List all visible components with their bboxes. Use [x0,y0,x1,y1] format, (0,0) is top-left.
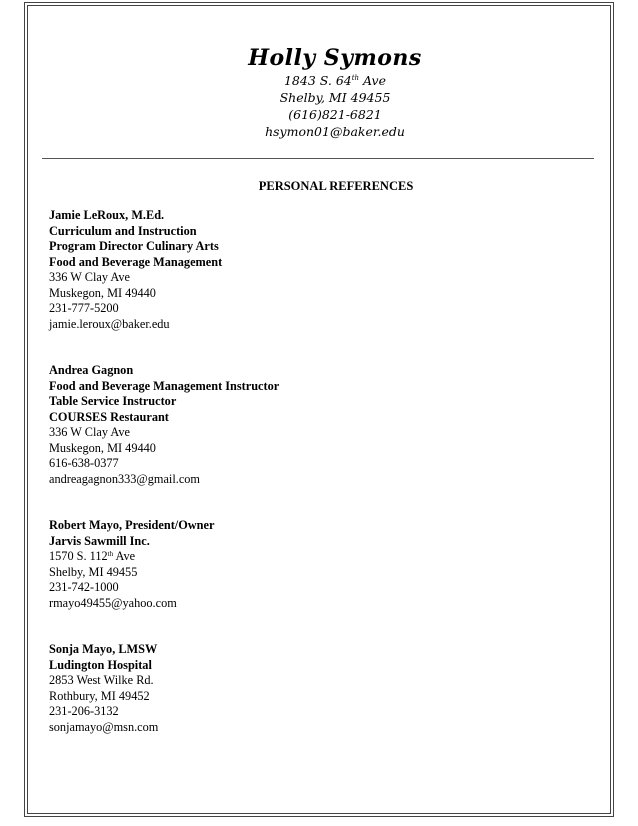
reference-name: Andrea Gagnon [49,363,134,377]
reference-title: Ludington Hospital [49,657,152,672]
reference-city: Muskegon, MI 49440 [49,440,156,455]
reference-email: jamie.leroux@baker.edu [49,316,170,331]
header-divider [42,158,594,159]
reference-street: 336 W Clay Ave [49,425,130,439]
reference-email: rmayo49455@yahoo.com [49,595,177,610]
reference-phone: 616-638-0377 [49,456,119,470]
reference-city: Muskegon, MI 49440 [49,285,156,300]
applicant-city: Shelby, MI 49455 [279,90,391,105]
reference-phone: 231-742-1000 [49,580,119,594]
reference-title: Curriculum and Instruction [49,223,197,238]
reference-phone: 231-206-3132 [49,704,119,718]
reference-entry [49,518,569,611]
reference-street: 1570 S. 112th Ave [49,549,136,563]
reference-email: sonjamayo@msn.com [49,719,159,734]
reference-street: 2853 West Wilke Rd. [49,673,154,687]
applicant-name: Holly Symons [248,45,422,71]
applicant-email: hsymon01@baker.edu [265,124,405,139]
reference-title: COURSES Restaurant [49,409,169,424]
reference-title: Food and Beverage Management [49,254,223,269]
reference-title: Table Service Instructor [49,394,177,408]
reference-city: Rothbury, MI 49452 [49,688,150,703]
reference-entry [49,208,569,332]
reference-phone: 231-777-5200 [49,301,119,315]
reference-city: Shelby, MI 49455 [49,564,138,579]
ordinal-suffix: th [107,550,114,558]
reference-name: Jamie LeRoux, M.Ed. [49,208,165,222]
resume-header [228,44,442,140]
reference-name: Sonja Mayo, LMSW [49,642,158,656]
applicant-address: 1843 S. 64th Ave [283,73,387,88]
references-list [49,208,569,766]
reference-email: andreagagnon333@gmail.com [49,471,200,486]
applicant-phone: (616)821-6821 [288,107,382,122]
reference-entry [49,642,569,735]
reference-title: Jarvis Sawmill Inc. [49,533,150,548]
reference-name: Robert Mayo, President/Owner [49,518,215,532]
reference-title: Program Director Culinary Arts [49,239,219,253]
ordinal-suffix: th [351,74,360,82]
reference-title: Food and Beverage Management Instructor [49,378,280,393]
reference-street: 336 W Clay Ave [49,270,130,284]
section-title: PERSONAL REFERENCES [258,179,414,193]
reference-entry [49,363,569,487]
